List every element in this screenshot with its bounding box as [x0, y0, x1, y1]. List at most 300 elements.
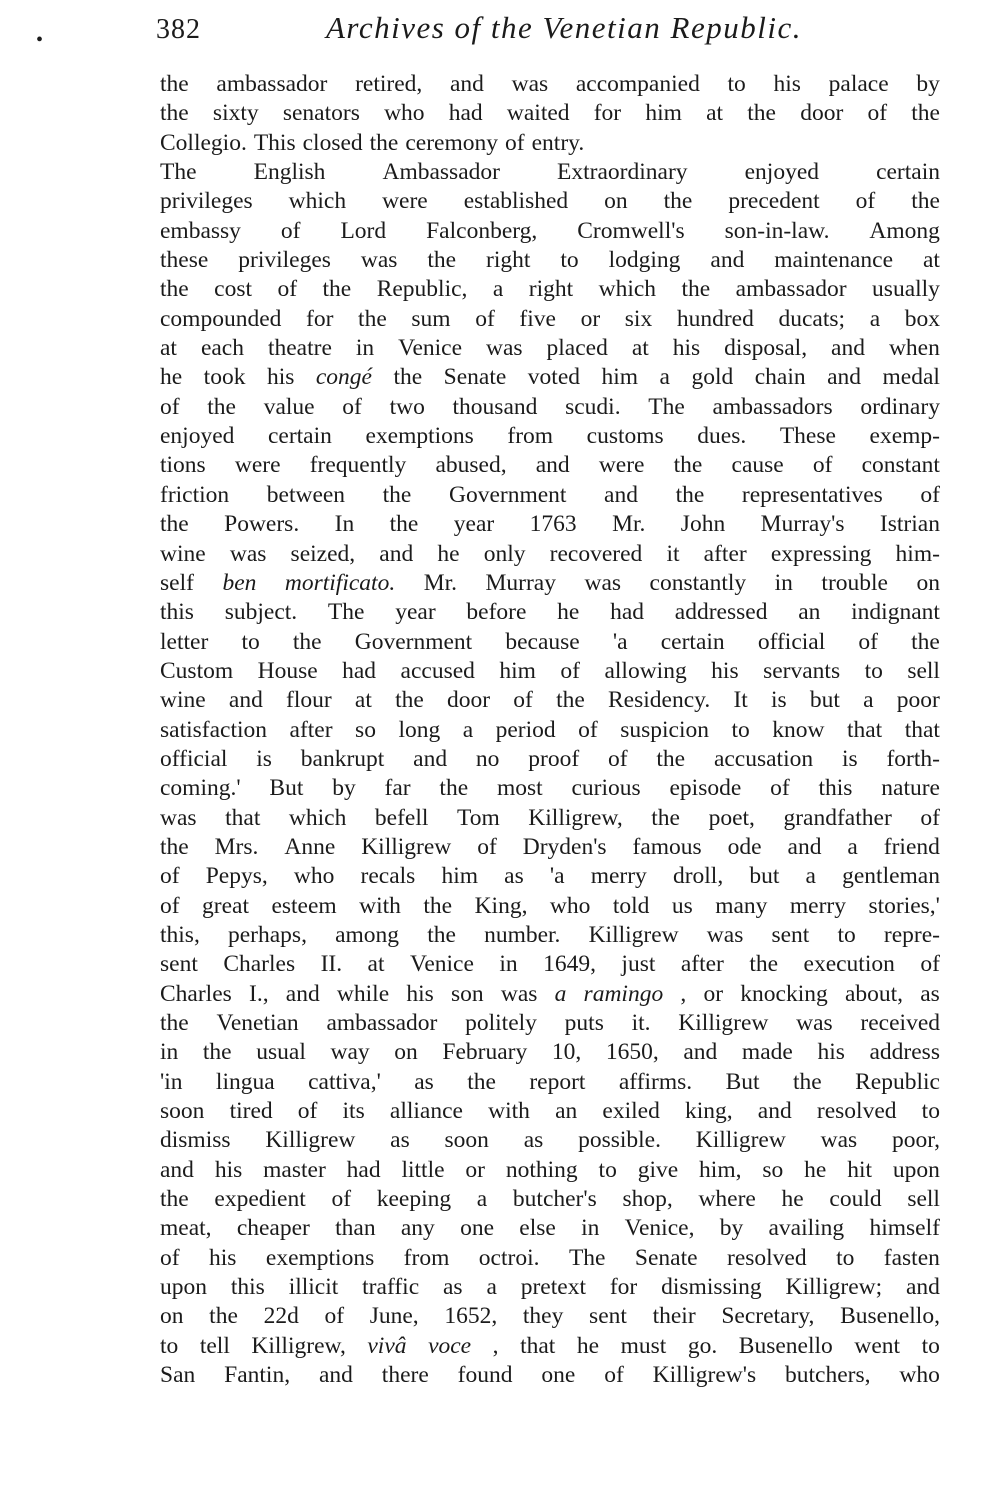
- word: addressed: [674, 599, 768, 626]
- word: accused: [400, 657, 475, 684]
- word: soon: [444, 1127, 489, 1154]
- word: House: [257, 657, 318, 684]
- word: king,: [684, 1098, 733, 1125]
- word: at: [922, 247, 940, 274]
- word: abused,: [435, 452, 507, 479]
- word: on: [604, 188, 628, 215]
- word: to: [560, 247, 579, 274]
- word: little: [401, 1156, 445, 1183]
- word: the: [747, 100, 776, 127]
- word: the: [792, 1068, 822, 1095]
- word: the: [675, 481, 705, 508]
- word: constant: [861, 452, 940, 479]
- word: the: [358, 305, 387, 332]
- word: expressing: [770, 540, 872, 567]
- word: of: [920, 481, 940, 508]
- word: June,: [369, 1303, 419, 1330]
- word: Venetian: [216, 1010, 299, 1036]
- word: he: [804, 1156, 827, 1183]
- word: his: [817, 1039, 845, 1066]
- word: chain: [754, 364, 806, 391]
- word: of: [477, 833, 497, 860]
- word: box: [904, 305, 940, 332]
- word: for: [593, 100, 622, 127]
- word: of: [297, 1098, 318, 1125]
- word: as: [920, 980, 940, 1007]
- word: the: [382, 481, 412, 508]
- word: found: [457, 1362, 513, 1389]
- word: many: [715, 892, 768, 919]
- word: grandfather: [783, 804, 892, 831]
- word: so: [762, 1156, 784, 1183]
- word: about,: [844, 980, 904, 1007]
- text-line: [160, 540, 940, 569]
- word: droll,: [672, 863, 724, 890]
- word: by: [719, 1215, 744, 1242]
- word: way: [330, 1039, 370, 1066]
- word: of: [607, 745, 628, 772]
- word: a: [659, 364, 670, 391]
- word: the: [663, 188, 693, 215]
- text-line: [160, 99, 940, 128]
- word: accusation: [713, 745, 814, 772]
- word: this: [160, 599, 194, 626]
- word: 1649,: [543, 951, 596, 978]
- word: Cromwell's: [577, 217, 685, 244]
- word: a: [863, 687, 874, 714]
- word: right: [528, 276, 574, 303]
- word: privileges: [238, 247, 331, 274]
- word: English: [253, 159, 326, 186]
- text-line: [160, 70, 940, 99]
- word: politely: [465, 1010, 537, 1036]
- word: of: [505, 129, 525, 156]
- word: The: [648, 393, 685, 420]
- word: gold: [691, 364, 734, 391]
- word: Republic: [855, 1068, 940, 1095]
- word: sell: [907, 1186, 940, 1213]
- word: resolved: [727, 1244, 807, 1271]
- text-line: [160, 1038, 940, 1067]
- word: was: [500, 980, 538, 1007]
- text-line: [160, 393, 940, 422]
- word: of: [324, 1303, 345, 1330]
- word: long: [398, 716, 441, 743]
- word: after: [289, 716, 333, 743]
- word: value: [263, 393, 315, 420]
- word: established: [463, 188, 569, 215]
- word: of: [560, 657, 580, 684]
- word: the: [427, 921, 456, 948]
- word: as: [390, 1127, 410, 1154]
- word: proof: [528, 745, 580, 772]
- word: him: [499, 657, 536, 684]
- word: was: [229, 540, 267, 567]
- word: Venice,: [624, 1215, 695, 1242]
- word: the: [556, 687, 585, 714]
- word: certain: [267, 423, 332, 450]
- text-line: [160, 129, 940, 158]
- word: Killigrew: [695, 1127, 786, 1154]
- word: meat,: [160, 1215, 212, 1242]
- word: of: [604, 1362, 624, 1389]
- word: illicit: [288, 1274, 339, 1301]
- word: Tom: [456, 804, 500, 831]
- word: Dryden's: [522, 833, 607, 860]
- word: indignant: [851, 599, 940, 626]
- word: this: [230, 1274, 265, 1301]
- word: frequently: [309, 452, 407, 479]
- word: Senate: [634, 1244, 698, 1271]
- word: 'a: [612, 628, 628, 655]
- word: wine: [160, 540, 206, 567]
- word: availing: [768, 1215, 845, 1242]
- word: must: [620, 1332, 667, 1359]
- word: the: [423, 892, 453, 919]
- word: report: [529, 1068, 586, 1095]
- word: the: [207, 393, 236, 420]
- word: and: [449, 71, 484, 97]
- word: 'a: [549, 863, 565, 890]
- text-line: [160, 334, 940, 363]
- word: his: [406, 980, 434, 1007]
- word: was: [486, 335, 523, 362]
- word: door: [800, 100, 844, 127]
- word: hit: [847, 1156, 873, 1183]
- word: number.: [484, 921, 561, 948]
- word: door: [447, 687, 491, 714]
- text-line: [160, 481, 940, 510]
- text-line: [160, 862, 940, 891]
- word: to: [864, 657, 883, 684]
- text-line: [160, 980, 940, 1009]
- word: of: [855, 188, 876, 215]
- word: on: [160, 1303, 184, 1330]
- word: give: [637, 1156, 679, 1183]
- word: or: [580, 305, 601, 332]
- word: and: [535, 452, 570, 479]
- word: and: [285, 980, 320, 1007]
- word: sixty: [212, 100, 259, 127]
- word: no: [475, 745, 500, 772]
- word: the: [202, 1039, 232, 1066]
- word: forth-: [886, 745, 940, 772]
- word: 10,: [551, 1039, 582, 1066]
- word: Killigrew,: [528, 804, 623, 831]
- word: Murray: [485, 569, 556, 596]
- word: Killigrew: [588, 921, 679, 948]
- word: at: [631, 335, 649, 362]
- word: certain: [876, 159, 940, 186]
- text-line: [160, 363, 940, 392]
- word: sent: [160, 951, 198, 978]
- word: the: [292, 628, 322, 655]
- word: were: [598, 452, 645, 479]
- word: of: [578, 716, 598, 743]
- word: and: [710, 247, 745, 274]
- word: the: [467, 1068, 496, 1095]
- word: butcher's: [512, 1186, 597, 1213]
- word: in: [355, 335, 375, 362]
- word: octroi.: [478, 1244, 540, 1271]
- word: of: [160, 1244, 180, 1271]
- word: In: [334, 511, 355, 538]
- word: who: [899, 1362, 940, 1389]
- word: six: [624, 305, 653, 332]
- word: the: [651, 804, 680, 831]
- word: could: [829, 1186, 882, 1213]
- text-line: [160, 716, 940, 745]
- word: and: [160, 1156, 194, 1183]
- word: most: [496, 775, 543, 802]
- word: flour: [286, 687, 332, 714]
- text-line: [160, 1097, 940, 1126]
- word: soon: [160, 1098, 205, 1125]
- word: the: [393, 364, 423, 391]
- word: go.: [687, 1332, 718, 1359]
- word: ambassador: [216, 71, 328, 97]
- word: he: [781, 1186, 804, 1213]
- word: trouble: [821, 569, 888, 596]
- word: suspicion: [620, 716, 709, 743]
- word: who: [549, 892, 591, 919]
- word: that: [225, 804, 261, 831]
- word: the: [160, 833, 189, 860]
- word: John: [680, 511, 726, 538]
- word: as: [443, 1274, 463, 1301]
- word: friction: [160, 481, 230, 508]
- word: to: [727, 71, 746, 97]
- word: King,: [474, 892, 528, 919]
- word: and: [827, 364, 862, 391]
- word: was: [360, 247, 398, 274]
- word: repre-: [883, 921, 940, 948]
- word: tired: [229, 1098, 273, 1125]
- word: the: [160, 1010, 189, 1036]
- word: Falconberg,: [426, 217, 538, 244]
- word: who: [293, 863, 335, 890]
- word: Residency.: [608, 687, 711, 714]
- word: after: [703, 540, 747, 567]
- word: traffic: [362, 1274, 420, 1301]
- word: his: [711, 657, 739, 684]
- word: embassy: [160, 217, 241, 244]
- word: Mrs.: [214, 833, 259, 860]
- word: 'in: [160, 1068, 183, 1095]
- word: 1650,: [605, 1039, 659, 1066]
- word: the: [322, 276, 352, 303]
- text-line: [160, 422, 940, 451]
- word: enjoyed: [744, 159, 819, 186]
- word: was: [706, 921, 744, 948]
- word: letter: [160, 628, 209, 655]
- word: sent: [589, 1303, 627, 1330]
- word: in: [160, 1039, 179, 1066]
- word: recals: [360, 863, 416, 890]
- word: representatives: [741, 481, 883, 508]
- word: fasten: [883, 1244, 940, 1271]
- word: self: [160, 569, 194, 596]
- word: and: [413, 745, 448, 772]
- word: Extraordinary: [557, 159, 688, 186]
- word: constantly: [649, 569, 747, 596]
- word: and: [831, 335, 865, 362]
- word: a: [869, 305, 881, 332]
- word: ,: [492, 1332, 499, 1359]
- word: he: [557, 599, 580, 626]
- word: the: [439, 775, 469, 802]
- word: so: [355, 716, 376, 743]
- word: sent: [771, 921, 810, 948]
- word: his: [209, 1244, 237, 1271]
- word: bankrupt: [300, 745, 385, 772]
- text-line: [160, 950, 940, 979]
- word: for: [306, 305, 334, 332]
- word: subject.: [224, 599, 298, 626]
- text-line: [160, 217, 940, 246]
- word: enjoyed: [160, 423, 235, 450]
- word: dismiss: [160, 1127, 231, 1154]
- word: alliance: [389, 1098, 463, 1125]
- text-line: [160, 804, 940, 833]
- word: puts: [564, 1010, 604, 1036]
- word: resolved: [816, 1098, 897, 1125]
- word: he: [576, 1332, 600, 1359]
- word: exemp-: [869, 423, 940, 450]
- word: by: [332, 775, 356, 802]
- word: of: [280, 217, 301, 244]
- text-line: [160, 1214, 940, 1243]
- word: with: [488, 1098, 530, 1125]
- word: merry: [590, 863, 647, 890]
- word: accompanied: [575, 71, 700, 97]
- word: the: [369, 129, 399, 156]
- text-line: [160, 1302, 940, 1331]
- word: wine: [160, 687, 206, 714]
- word: Anne: [284, 833, 336, 860]
- word: poor: [896, 687, 940, 714]
- word: placed: [546, 335, 608, 362]
- text-line: [160, 187, 940, 216]
- text-line: [160, 1156, 940, 1185]
- text-line: [160, 510, 940, 539]
- word: a: [462, 716, 474, 743]
- word: of: [331, 1186, 352, 1213]
- word: address: [869, 1039, 940, 1066]
- word: San: [160, 1362, 196, 1389]
- word: a: [847, 833, 858, 860]
- word: at: [367, 951, 385, 978]
- word: had: [610, 599, 645, 626]
- word: on: [916, 569, 940, 596]
- word: Venice: [398, 335, 463, 362]
- word: else: [519, 1215, 556, 1242]
- word: merry: [789, 892, 846, 919]
- word: poet,: [708, 804, 755, 831]
- word: pretext: [520, 1274, 586, 1301]
- word: of: [277, 276, 298, 303]
- word: the: [160, 1186, 189, 1213]
- word: but: [749, 863, 780, 890]
- word: cost: [214, 276, 253, 303]
- word: Government: [448, 481, 567, 508]
- word: and: [683, 1039, 718, 1066]
- word: the: [911, 188, 940, 215]
- text-line: [160, 1332, 940, 1361]
- text-line: [160, 305, 940, 334]
- word: to: [836, 1244, 855, 1271]
- word: February: [442, 1039, 528, 1066]
- word: Killigrew: [678, 1010, 769, 1036]
- word: Killigrew's: [652, 1362, 757, 1389]
- word: to: [921, 1098, 940, 1125]
- word: they: [522, 1303, 564, 1330]
- word: II.: [320, 951, 343, 978]
- word: Mr.: [612, 511, 646, 538]
- word: to: [598, 1156, 617, 1183]
- word: an: [798, 599, 821, 626]
- word: to: [921, 1332, 940, 1359]
- word: his: [214, 1156, 243, 1183]
- text-line: [160, 686, 940, 715]
- word: it: [666, 540, 680, 567]
- word: a: [486, 1274, 497, 1301]
- word: there: [381, 1362, 429, 1389]
- word: two: [389, 393, 425, 420]
- word: while: [336, 980, 390, 1007]
- word: to: [241, 628, 260, 655]
- word: But: [725, 1068, 760, 1095]
- word: period: [495, 716, 556, 743]
- word: in: [581, 1215, 600, 1242]
- word: usually: [872, 276, 940, 303]
- word: precedent: [728, 188, 820, 215]
- word: affirms.: [618, 1068, 693, 1095]
- word: one: [460, 1215, 495, 1242]
- word: expedient: [214, 1186, 306, 1213]
- word: of: [513, 687, 533, 714]
- word: far: [384, 775, 411, 802]
- word: his: [773, 71, 801, 97]
- word: tions: [160, 452, 206, 479]
- word: compounded: [160, 305, 282, 332]
- word: five: [519, 305, 556, 332]
- word: is: [771, 687, 787, 714]
- word: But: [269, 775, 304, 802]
- word: ambassador: [326, 1010, 438, 1036]
- word: or: [703, 980, 724, 1007]
- word: at: [160, 335, 177, 362]
- word: and: [228, 687, 263, 714]
- word: year: [453, 511, 495, 538]
- word: possible.: [578, 1127, 661, 1154]
- word: the: [673, 452, 703, 479]
- word: than: [335, 1215, 376, 1242]
- word: of: [160, 393, 180, 420]
- word: mortificato.: [284, 569, 396, 596]
- text-line: [160, 158, 940, 187]
- word: and: [318, 1362, 353, 1389]
- word: the: [427, 247, 457, 274]
- word: was: [160, 804, 197, 831]
- word: recovered: [549, 540, 643, 567]
- text-line: [160, 1273, 940, 1302]
- word: on: [394, 1039, 418, 1066]
- word: their: [652, 1303, 696, 1330]
- text-line: [160, 774, 940, 803]
- word: son: [450, 980, 484, 1007]
- stray-mark: •: [36, 29, 44, 51]
